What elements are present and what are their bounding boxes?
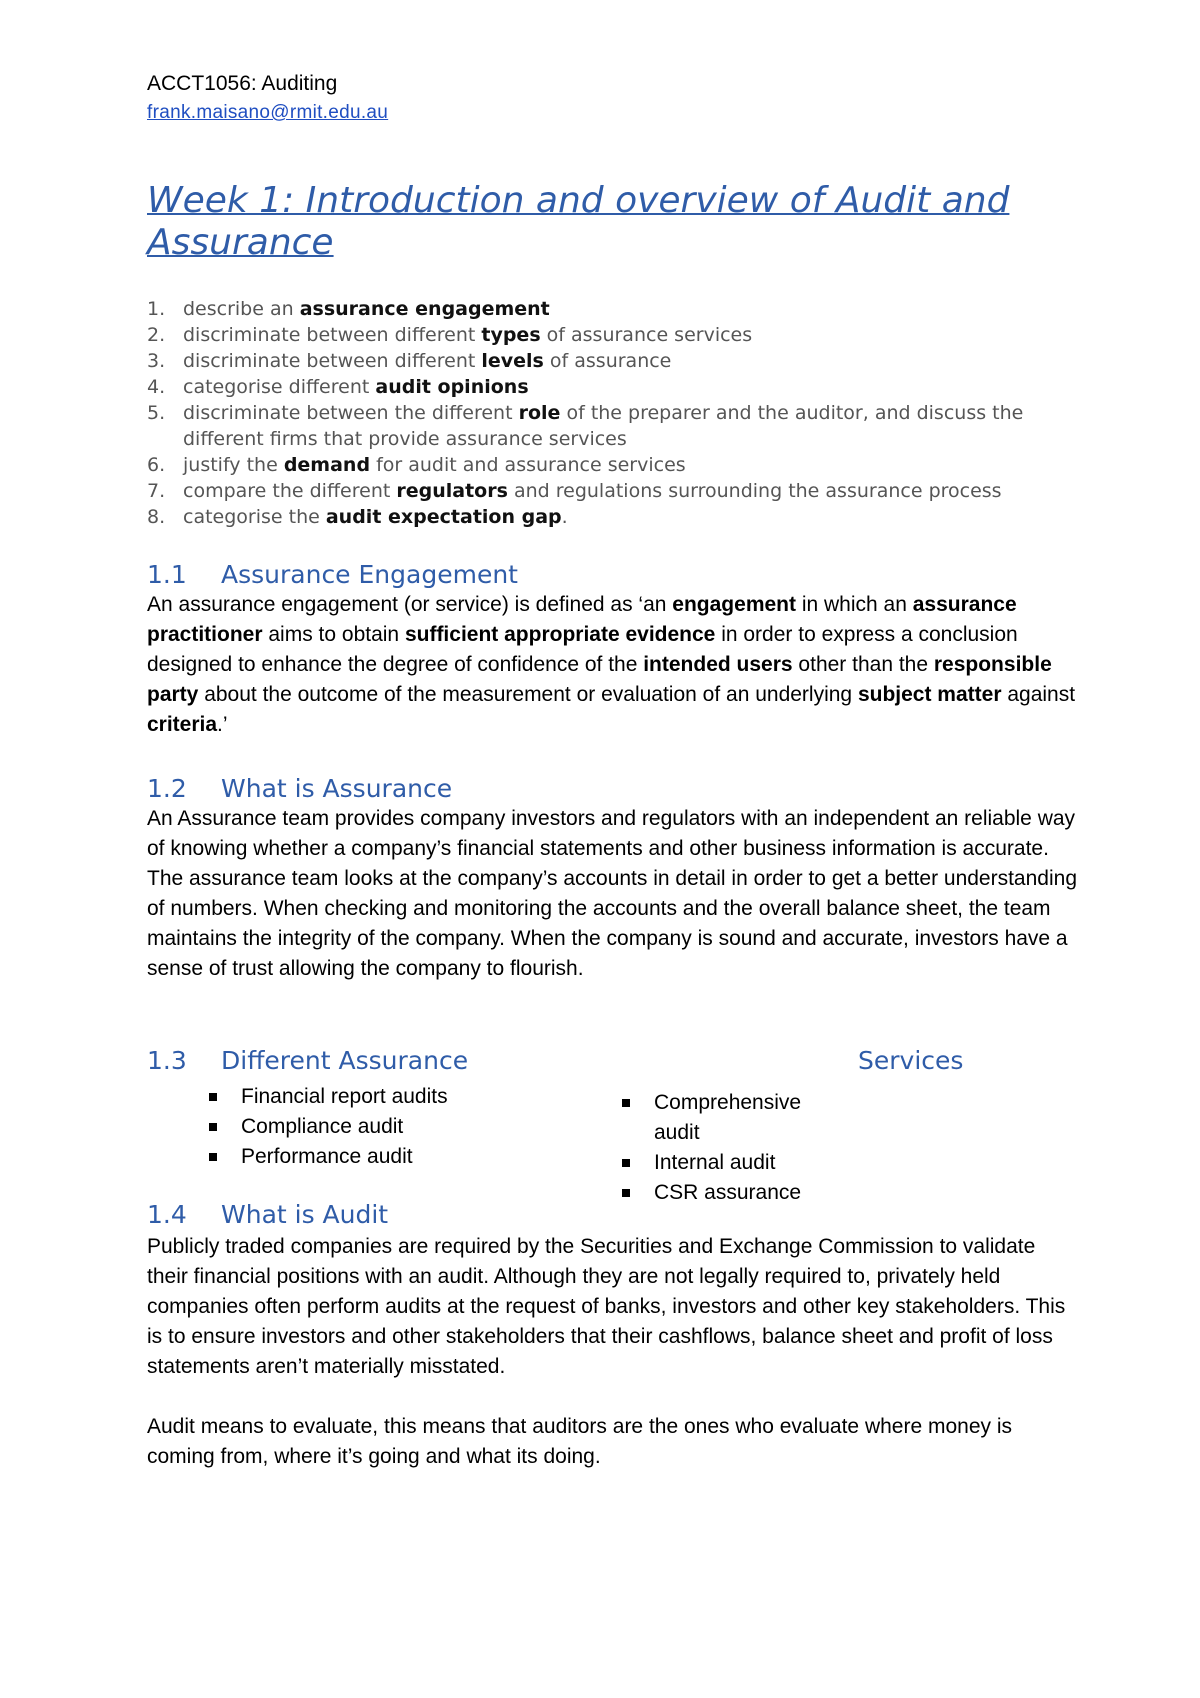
objective-item: 4. categorise different audit opinions <box>147 376 529 398</box>
definition-key-term: criteria <box>147 713 218 736</box>
bullet-square-icon <box>622 1099 630 1107</box>
definition-key-term: intended users <box>643 653 793 676</box>
bullet-square-icon <box>209 1153 217 1161</box>
week-title-line-1: Week 1: Introduction and overview of Audit and <box>147 180 1010 221</box>
definition-text: about the outcome of the measurement or evaluation of an underlying <box>198 683 858 706</box>
learning-objectives-list <box>147 296 1077 530</box>
list-item: Performance audit <box>147 1142 567 1172</box>
objective-item: 2. discriminate between different types of assurance services <box>147 324 753 346</box>
bullet-square-icon <box>209 1093 217 1101</box>
objective-item: 7. compare the different regulators and regulations surrounding the assurance process <box>147 480 1002 502</box>
objective-item: 1. describe an assurance engagement <box>147 298 550 320</box>
definition-text: in order to express a conclusion designed to enhance the degree of confidence of the <box>147 623 1018 676</box>
section-heading-1-4: 1.4 What is Audit <box>147 1200 389 1229</box>
week-title <box>147 180 1077 264</box>
section-heading-1-3-services: Services <box>858 1046 964 1075</box>
definition-key-term: responsible party <box>147 653 1052 706</box>
section-heading-1-3: 1.3 Different Assurance <box>147 1046 469 1075</box>
course-title: ACCT1056: Auditing <box>147 72 338 95</box>
list-item: CSR assurance <box>614 1178 834 1208</box>
assurance-engagement-definition <box>147 590 1077 740</box>
objective-item: 8. categorise the audit expectation gap. <box>147 506 568 528</box>
bullet-square-icon <box>209 1123 217 1131</box>
definition-text: .’ <box>217 713 228 736</box>
week-title-line-2: Assurance <box>147 222 334 263</box>
section-heading-1-1: 1.1 Assurance Engagement <box>147 560 518 589</box>
list-item: Compliance audit <box>147 1112 567 1142</box>
list-item: Financial report audits <box>147 1082 567 1112</box>
definition-text: other than the <box>792 653 934 676</box>
what-is-audit-paragraph-1: Publicly traded companies are required by the Securities and Exchange Commission to validate their financial positions with an audit. Although they are not legally required to, privately held companies often perform audits at the request of banks, investors and other key stakeholders. This is to ensure investors and other stakeholders that their cashflows, balance sheet and profit of loss statements aren’t materially misstated. <box>147 1235 1066 1378</box>
list-item: Internal audit <box>614 1148 834 1178</box>
definition-key-term: sufficient appropriate evidence <box>404 623 716 646</box>
definition-key-term: assurance practitioner <box>147 593 1017 646</box>
definition-text: An assurance engagement (or service) is defined as ‘an <box>147 593 673 616</box>
definition-text: aims to obtain <box>262 623 405 646</box>
definition-key-term: subject matter <box>857 683 1002 706</box>
bullet-square-icon <box>622 1159 630 1167</box>
definition-key-term: engagement <box>672 593 796 616</box>
assurance-types-list-right <box>614 1088 834 1208</box>
assurance-types-list-left <box>147 1082 567 1172</box>
definition-text: against <box>1001 683 1076 706</box>
what-is-assurance-paragraph: An Assurance team provides company investors and regulators with an independent an reliable way of knowing whether a company’s financial statements and other business information is accurate. The assurance team looks at the company’s accounts in detail in order to get a better understanding of numbers. When checking and monitoring the accounts and the overall balance sheet, the team maintains the integrity of the company. When the company is sound and accurate, investors have a sense of trust allowing the company to flourish. <box>147 807 1077 980</box>
email-link[interactable]: frank.maisano@rmit.edu.au <box>147 102 389 123</box>
objective-item: 6. justify the demand for audit and assurance services <box>147 454 686 476</box>
definition-text: in which an <box>796 593 913 616</box>
objective-item: 3. discriminate between different levels of assurance <box>147 350 672 372</box>
objective-item: 5. discriminate between the different role of the preparer and the auditor, and discuss the different firms that provide assurance services <box>147 402 1024 450</box>
bullet-square-icon <box>622 1189 630 1197</box>
section-heading-1-2: 1.2 What is Assurance <box>147 774 453 803</box>
list-item: Comprehensive audit <box>614 1088 834 1148</box>
what-is-audit-paragraph-2: Audit means to evaluate, this means that auditors are the ones who evaluate where money is coming from, where it’s going and what its doing. <box>147 1415 1012 1468</box>
